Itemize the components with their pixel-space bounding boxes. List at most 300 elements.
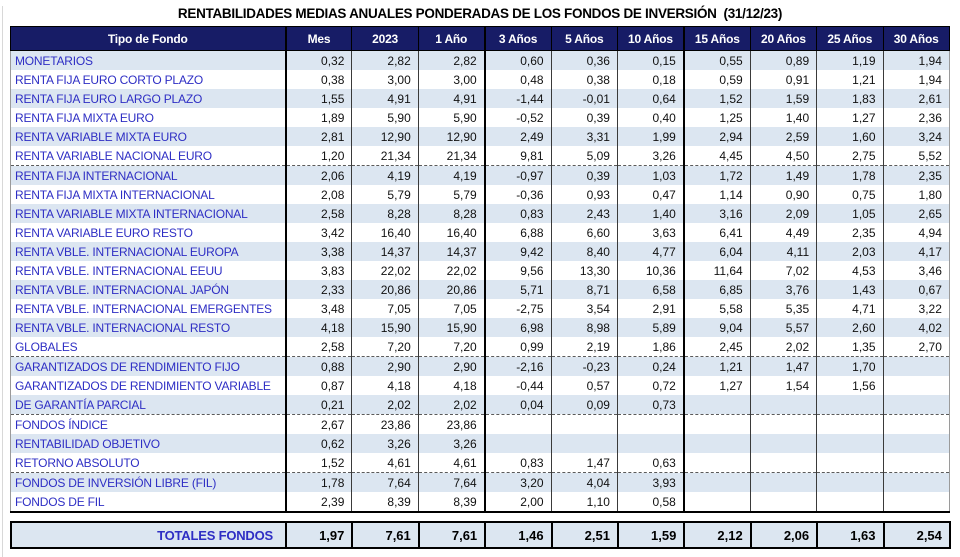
table-row: [11, 415, 950, 435]
table-row: [11, 376, 950, 395]
value-cell: 1,54: [750, 376, 816, 395]
value-cell: 0,39: [551, 166, 617, 186]
value-cell: 23,86: [418, 415, 484, 435]
table-row: [11, 473, 950, 493]
value-cell: 5,89: [617, 318, 683, 337]
value-cell: 3,26: [418, 434, 484, 453]
header-row: [11, 27, 950, 51]
fund-type-label: FONDOS ÍNDICE: [15, 417, 108, 432]
value-cell: 2,02: [750, 337, 816, 357]
value-cell: 1,21: [817, 70, 883, 89]
value-cell: 21,34: [352, 146, 418, 166]
value-cell: 0,38: [551, 70, 617, 89]
value-cell: 1,47: [750, 357, 816, 377]
totals-value-cell: 7,61: [352, 522, 418, 548]
value-cell: [684, 434, 750, 453]
value-cell: 4,91: [352, 89, 418, 108]
value-cell: 3,76: [750, 280, 816, 299]
value-cell: 2,90: [418, 357, 484, 377]
value-cell: 6,88: [485, 223, 551, 242]
value-cell: 5,57: [750, 318, 816, 337]
header-cell-period: Mes: [286, 27, 352, 51]
value-cell: 2,03: [817, 242, 883, 261]
value-cell: 2,08: [286, 185, 352, 204]
value-cell: 2,75: [817, 146, 883, 166]
totals-value-cell: 1,46: [485, 522, 551, 548]
value-cell: 1,47: [551, 453, 617, 473]
value-cell: 9,04: [684, 318, 750, 337]
value-cell: [617, 415, 683, 435]
value-cell: -2,75: [485, 299, 551, 318]
value-cell: [817, 453, 883, 473]
value-cell: 3,48: [286, 299, 352, 318]
totals-value-cell: 2,54: [884, 522, 950, 548]
value-cell: 1,78: [286, 473, 352, 493]
value-cell: 0,38: [286, 70, 352, 89]
value-cell: 0,88: [286, 357, 352, 377]
table-row: [11, 204, 950, 223]
value-cell: 2,02: [352, 395, 418, 415]
value-cell: 1,27: [684, 376, 750, 395]
value-cell: [750, 473, 816, 493]
table-row: [11, 261, 950, 280]
fund-type-label: RENTA VBLE. INTERNACIONAL JAPÓN: [15, 282, 229, 297]
fund-type-label: RENTA VBLE. INTERNACIONAL EEUU: [15, 263, 223, 278]
value-cell: [883, 492, 949, 512]
table-header: [11, 27, 950, 51]
value-cell: 1,72: [684, 166, 750, 186]
value-cell: 4,04: [551, 473, 617, 493]
value-cell: [684, 415, 750, 435]
value-cell: 5,90: [418, 108, 484, 127]
fund-type-label: FONDOS DE FIL: [15, 494, 105, 509]
value-cell: 2,35: [883, 166, 949, 186]
value-cell: 0,15: [617, 51, 683, 71]
value-cell: 9,81: [485, 146, 551, 166]
value-cell: 0,87: [286, 376, 352, 395]
fund-type-label: GARANTIZADOS DE RENDIMIENTO FIJO: [15, 359, 240, 374]
value-cell: 3,46: [883, 261, 949, 280]
value-cell: 8,71: [551, 280, 617, 299]
value-cell: 4,02: [883, 318, 949, 337]
value-cell: 1,05: [817, 204, 883, 223]
value-cell: 3,63: [617, 223, 683, 242]
value-cell: 3,26: [352, 434, 418, 453]
fund-type-label: DE GARANTÍA PARCIAL: [11, 395, 286, 415]
value-cell: 4,18: [286, 318, 352, 337]
totals-table: [10, 521, 951, 549]
value-cell: 4,77: [617, 242, 683, 261]
table-row: [11, 242, 950, 261]
value-cell: [551, 434, 617, 453]
fund-type-label: RENTA FIJA MIXTA INTERNACIONAL: [15, 187, 215, 202]
value-cell: 12,90: [352, 127, 418, 146]
value-cell: 5,52: [883, 146, 949, 166]
fund-type-label: RETORNO ABSOLUTO: [11, 453, 286, 473]
fund-type-label: RENTA VARIABLE EURO RESTO: [15, 225, 193, 240]
value-cell: 16,40: [418, 223, 484, 242]
value-cell: 4,61: [418, 453, 484, 473]
header-cell-period: 2023: [352, 27, 418, 51]
value-cell: [684, 473, 750, 493]
value-cell: 5,58: [684, 299, 750, 318]
value-cell: 0,90: [750, 185, 816, 204]
value-cell: 2,81: [286, 127, 352, 146]
value-cell: 13,30: [551, 261, 617, 280]
value-cell: 8,98: [551, 318, 617, 337]
value-cell: 2,59: [750, 127, 816, 146]
value-cell: 3,22: [883, 299, 949, 318]
value-cell: 4,91: [418, 89, 484, 108]
value-cell: 2,36: [883, 108, 949, 127]
table-row: [11, 395, 950, 415]
value-cell: 1,03: [617, 166, 683, 186]
fund-type-label: GLOBALES: [11, 337, 286, 357]
value-cell: 0,73: [617, 395, 683, 415]
value-cell: 0,24: [617, 357, 683, 377]
value-cell: 2,91: [617, 299, 683, 318]
totals-value-cell: 2,51: [552, 522, 618, 548]
value-cell: [750, 492, 816, 512]
value-cell: 2,00: [485, 492, 551, 512]
value-cell: 1,21: [684, 357, 750, 377]
value-cell: [817, 434, 883, 453]
value-cell: 16,40: [352, 223, 418, 242]
value-cell: [883, 395, 949, 415]
value-cell: 0,67: [883, 280, 949, 299]
value-cell: [883, 434, 949, 453]
value-cell: 0,59: [684, 70, 750, 89]
fund-type-label: RENTA VBLE. INTERNACIONAL EUROPA: [15, 244, 239, 259]
totals-value-cell: 7,61: [419, 522, 485, 548]
value-cell: 4,18: [352, 376, 418, 395]
value-cell: 1,59: [750, 89, 816, 108]
table-row: [11, 492, 950, 512]
value-cell: 7,05: [418, 299, 484, 318]
value-cell: 4,50: [750, 146, 816, 166]
fund-type-label: RENTA FIJA INTERNACIONAL: [15, 168, 178, 183]
value-cell: 8,40: [551, 242, 617, 261]
value-cell: 8,39: [352, 492, 418, 512]
value-cell: 3,54: [551, 299, 617, 318]
table-row: [11, 434, 950, 453]
value-cell: 3,38: [286, 242, 352, 261]
fund-type-label: RENTA VARIABLE NACIONAL EURO: [11, 146, 286, 166]
value-cell: 2,58: [286, 204, 352, 223]
table-row: [11, 166, 950, 186]
value-cell: 9,42: [485, 242, 551, 261]
value-cell: -0,52: [485, 108, 551, 127]
value-cell: 2,02: [418, 395, 484, 415]
value-cell: [883, 376, 949, 395]
value-cell: 22,02: [418, 261, 484, 280]
value-cell: 1,55: [286, 89, 352, 108]
fund-type-label: FONDOS DE INVERSIÓN LIBRE (FIL): [15, 475, 217, 490]
value-cell: 0,64: [617, 89, 683, 108]
value-cell: 2,09: [750, 204, 816, 223]
value-cell: 6,85: [684, 280, 750, 299]
header-cell-fund-type: Tipo de Fondo: [11, 27, 286, 51]
value-cell: 2,82: [418, 51, 484, 71]
totals-row: [11, 522, 950, 548]
value-cell: [551, 415, 617, 435]
value-cell: 0,75: [817, 185, 883, 204]
value-cell: 2,45: [684, 337, 750, 357]
value-cell: 4,49: [750, 223, 816, 242]
fund-type-label: RENTA VBLE. INTERNACIONAL RESTO: [15, 320, 230, 335]
value-cell: [883, 357, 949, 377]
header-cell-period: 20 Años: [750, 27, 816, 51]
value-cell: 7,64: [418, 473, 484, 493]
value-cell: 0,83: [485, 204, 551, 223]
page-title: RENTABILIDADES MEDIAS ANUALES PONDERADAS DE LOS FONDOS DE INVERSIÓN (31/12/23): [177, 6, 783, 21]
value-cell: 1,94: [883, 51, 949, 71]
value-cell: 23,86: [352, 415, 418, 435]
table-row: [11, 280, 950, 299]
value-cell: [817, 473, 883, 493]
table-row: [11, 318, 950, 337]
fund-type-label: RENTABILIDAD OBJETIVO: [15, 436, 160, 451]
value-cell: 7,20: [418, 337, 484, 357]
value-cell: 20,86: [352, 280, 418, 299]
value-cell: 1,56: [817, 376, 883, 395]
header-cell-period: 10 Años: [617, 27, 683, 51]
value-cell: 1,78: [817, 166, 883, 186]
value-cell: 9,56: [485, 261, 551, 280]
value-cell: 3,00: [418, 70, 484, 89]
fund-type-label: MONETARIOS: [15, 53, 93, 68]
value-cell: 4,45: [684, 146, 750, 166]
value-cell: 1,80: [883, 185, 949, 204]
value-cell: 21,34: [418, 146, 484, 166]
value-cell: 5,35: [750, 299, 816, 318]
value-cell: 5,09: [551, 146, 617, 166]
value-cell: 0,40: [617, 108, 683, 127]
totals-value-cell: 2,12: [684, 522, 750, 548]
value-cell: 2,67: [286, 415, 352, 435]
value-cell: 1,27: [817, 108, 883, 127]
value-cell: 5,79: [352, 185, 418, 204]
value-cell: 10,36: [617, 261, 683, 280]
value-cell: 1,14: [684, 185, 750, 204]
value-cell: 3,24: [883, 127, 949, 146]
header-cell-period: 25 Años: [817, 27, 883, 51]
value-cell: 14,37: [418, 242, 484, 261]
value-cell: [883, 415, 949, 435]
table-row: [11, 127, 950, 146]
table-row: [11, 357, 950, 377]
value-cell: 1,60: [817, 127, 883, 146]
value-cell: 0,32: [286, 51, 352, 71]
value-cell: [750, 395, 816, 415]
value-cell: 4,53: [817, 261, 883, 280]
value-cell: 6,04: [684, 242, 750, 261]
page-left-edge: [2, 6, 3, 557]
value-cell: 7,02: [750, 261, 816, 280]
value-cell: 0,55: [684, 51, 750, 71]
table-body: [11, 51, 950, 513]
value-cell: 2,90: [352, 357, 418, 377]
value-cell: 1,40: [750, 108, 816, 127]
value-cell: 3,42: [286, 223, 352, 242]
value-cell: -1,44: [485, 89, 551, 108]
table-row: [11, 146, 950, 166]
totals-value-cell: 1,63: [817, 522, 883, 548]
value-cell: 1,99: [617, 127, 683, 146]
header-cell-period: 5 Años: [551, 27, 617, 51]
value-cell: 2,82: [352, 51, 418, 71]
value-cell: 1,83: [817, 89, 883, 108]
value-cell: 0,89: [750, 51, 816, 71]
totals-value-cell: 1,59: [618, 522, 684, 548]
value-cell: 4,18: [418, 376, 484, 395]
value-cell: 2,39: [286, 492, 352, 512]
table-row: [11, 70, 950, 89]
value-cell: 12,90: [418, 127, 484, 146]
value-cell: 1,40: [617, 204, 683, 223]
value-cell: 8,39: [418, 492, 484, 512]
value-cell: 1,10: [551, 492, 617, 512]
value-cell: 3,16: [684, 204, 750, 223]
value-cell: 7,20: [352, 337, 418, 357]
value-cell: [817, 415, 883, 435]
value-cell: [750, 453, 816, 473]
value-cell: 1,52: [684, 89, 750, 108]
value-cell: 3,93: [617, 473, 683, 493]
value-cell: 2,65: [883, 204, 949, 223]
fund-type-label: RENTA FIJA EURO LARGO PLAZO: [15, 91, 203, 106]
value-cell: 1,86: [617, 337, 683, 357]
table-row: [11, 108, 950, 127]
value-cell: 3,31: [551, 127, 617, 146]
value-cell: -0,36: [485, 185, 551, 204]
value-cell: 0,09: [551, 395, 617, 415]
value-cell: 0,57: [551, 376, 617, 395]
value-cell: -2,16: [485, 357, 551, 377]
value-cell: 7,64: [352, 473, 418, 493]
value-cell: 1,52: [286, 453, 352, 473]
value-cell: [817, 492, 883, 512]
value-cell: 1,94: [883, 70, 949, 89]
value-cell: 11,64: [684, 261, 750, 280]
value-cell: 2,61: [883, 89, 949, 108]
value-cell: 0,91: [750, 70, 816, 89]
value-cell: 0,63: [617, 453, 683, 473]
fund-type-label: RENTA VARIABLE MIXTA INTERNACIONAL: [15, 206, 248, 221]
value-cell: 0,47: [617, 185, 683, 204]
value-cell: 2,70: [883, 337, 949, 357]
value-cell: 5,79: [418, 185, 484, 204]
value-cell: [684, 492, 750, 512]
fund-type-label: RENTA VBLE. INTERNACIONAL EMERGENTES: [15, 301, 272, 316]
value-cell: -0,44: [485, 376, 551, 395]
value-cell: 1,20: [286, 146, 352, 166]
value-cell: 15,90: [418, 318, 484, 337]
header-cell-period: 15 Años: [684, 27, 750, 51]
value-cell: [485, 415, 551, 435]
header-cell-period: 1 Año: [418, 27, 484, 51]
value-cell: 1,35: [817, 337, 883, 357]
value-cell: 6,58: [617, 280, 683, 299]
value-cell: 22,02: [352, 261, 418, 280]
value-cell: -0,97: [485, 166, 551, 186]
value-cell: 0,60: [485, 51, 551, 71]
value-cell: 0,83: [485, 453, 551, 473]
value-cell: 2,35: [817, 223, 883, 242]
value-cell: 1,70: [817, 357, 883, 377]
value-cell: 1,19: [817, 51, 883, 71]
value-cell: 0,48: [485, 70, 551, 89]
table-row: [11, 185, 950, 204]
table-row: [11, 299, 950, 318]
value-cell: 2,43: [551, 204, 617, 223]
value-cell: -0,01: [551, 89, 617, 108]
header-cell-period: 30 Años: [883, 27, 949, 51]
value-cell: 20,86: [418, 280, 484, 299]
table-row: [11, 337, 950, 357]
value-cell: 4,94: [883, 223, 949, 242]
value-cell: 4,17: [883, 242, 949, 261]
totals-value-cell: 2,06: [751, 522, 817, 548]
fund-type-label: RENTA VARIABLE MIXTA EURO: [15, 129, 187, 144]
value-cell: 1,49: [750, 166, 816, 186]
value-cell: [817, 395, 883, 415]
fund-returns-table: [10, 26, 950, 513]
value-cell: 1,89: [286, 108, 352, 127]
value-cell: 4,61: [352, 453, 418, 473]
value-cell: 2,60: [817, 318, 883, 337]
totals-label: TOTALES FONDOS: [157, 527, 273, 543]
value-cell: 0,58: [617, 492, 683, 512]
value-cell: [883, 453, 949, 473]
value-cell: 5,90: [352, 108, 418, 127]
value-cell: 0,72: [617, 376, 683, 395]
fund-type-label: GARANTIZADOS DE RENDIMIENTO VARIABLE: [15, 378, 271, 393]
value-cell: 6,98: [485, 318, 551, 337]
value-cell: 0,99: [485, 337, 551, 357]
value-cell: 0,18: [617, 70, 683, 89]
value-cell: 8,28: [352, 204, 418, 223]
totals-value-cell: 1,97: [286, 522, 352, 548]
value-cell: [883, 473, 949, 493]
header-cell-period: 3 Años: [485, 27, 551, 51]
value-cell: 4,19: [418, 166, 484, 186]
table-row: [11, 223, 950, 242]
value-cell: 0,93: [551, 185, 617, 204]
value-cell: 4,11: [750, 242, 816, 261]
table-row: [11, 89, 950, 108]
value-cell: 2,19: [551, 337, 617, 357]
value-cell: 2,49: [485, 127, 551, 146]
value-cell: 3,83: [286, 261, 352, 280]
value-cell: 7,05: [352, 299, 418, 318]
value-cell: 2,94: [684, 127, 750, 146]
value-cell: 0,39: [551, 108, 617, 127]
value-cell: 3,20: [485, 473, 551, 493]
table-row: [11, 51, 950, 71]
value-cell: 2,58: [286, 337, 352, 357]
value-cell: 8,28: [418, 204, 484, 223]
value-cell: 3,00: [352, 70, 418, 89]
value-cell: 15,90: [352, 318, 418, 337]
value-cell: 0,36: [551, 51, 617, 71]
value-cell: 14,37: [352, 242, 418, 261]
value-cell: 6,60: [551, 223, 617, 242]
value-cell: 6,41: [684, 223, 750, 242]
fund-type-label: RENTA FIJA EURO CORTO PLAZO: [15, 72, 203, 87]
table-row: [11, 453, 950, 473]
value-cell: 2,33: [286, 280, 352, 299]
